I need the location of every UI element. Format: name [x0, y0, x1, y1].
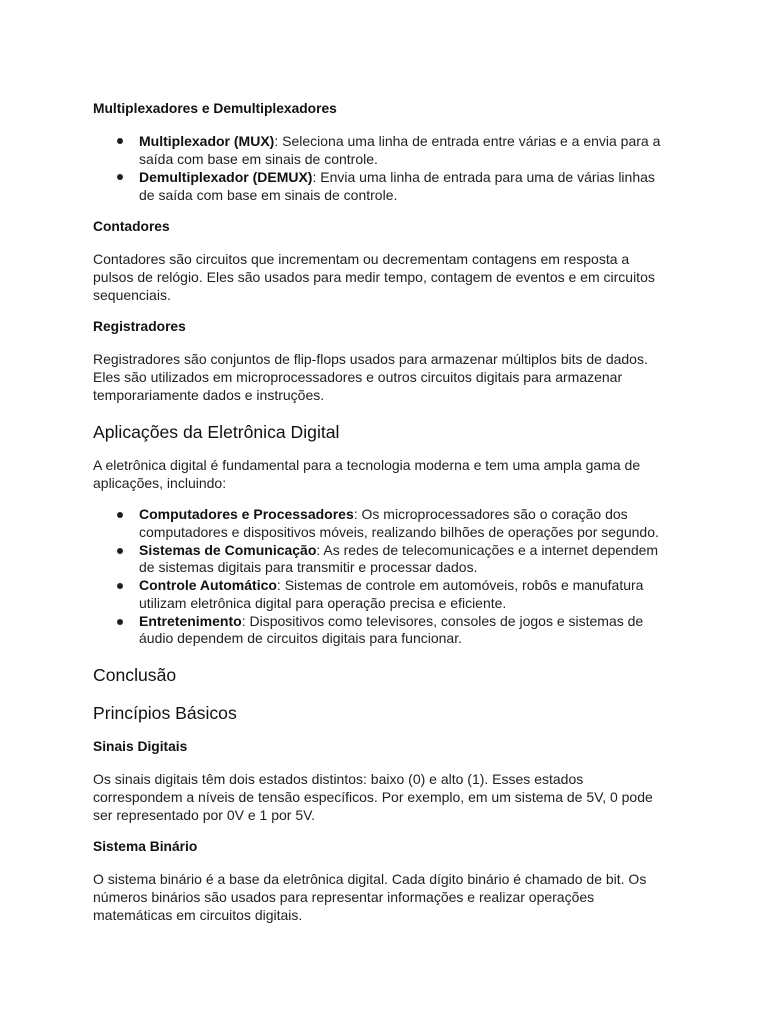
list-item-term: Sistemas de Comunicação — [139, 541, 317, 558]
bullet-icon — [117, 512, 123, 518]
paragraph-aplicacoes-intro: A eletrônica digital é fundamental para a tecnologia moderna e tem uma ampla gama de aplicações, incluindo: — [93, 457, 641, 491]
paragraph-registradores: Registradores são conjuntos de flip-flops usados para armazenar múltiplos bits de dados. Eles são utilizados em microprocessadores e outros circuitos digitais para armazenar temporariamente dados e instruções. — [93, 351, 648, 403]
list-item-term: Multiplexador (MUX) — [139, 133, 275, 149]
heading-conclusao: Conclusão — [93, 665, 177, 685]
bullet-icon — [117, 619, 123, 625]
list-item-text: : Envia uma linha de entrada para uma de várias linhas de saída com base em sinais de controle. — [139, 169, 655, 203]
document-body — [93, 100, 753, 924]
list-item-text: : As redes de telecomunicações e a internet dependem de sistemas digitais para transmitir e processar dados. — [139, 541, 659, 576]
bullet-list-aplicacoes — [93, 506, 753, 648]
heading-principios-basicos: Princípios Básicos — [93, 703, 237, 723]
list-item-text: : Os microprocessadores são o coração dos computadores e dispositivos móveis, realizando bilhões de operações por segundo. — [139, 506, 659, 540]
bullet-icon — [117, 138, 123, 144]
list-item — [139, 506, 753, 542]
list-item — [139, 613, 753, 649]
heading-contadores: Contadores — [93, 219, 170, 234]
heading-sistema-binario: Sistema Binário — [93, 839, 198, 854]
paragraph-sinais-digitais: Os sinais digitais têm dois estados distintos: baixo (0) e alto (1). Esses estados correspondem a níveis de tensão específicos. Por exemplo, em um sistema de 5V, 0 pode ser representado por 0V e 1 por 5V. — [93, 771, 653, 823]
bullet-list-multiplexadores — [93, 132, 753, 204]
list-item-term: Controle Automático — [139, 577, 277, 593]
list-item — [139, 132, 753, 168]
list-item-text: : Seleciona uma linha de entrada entre várias e a envia para a saída com base em sinais de controle. — [139, 133, 661, 167]
list-item — [139, 168, 753, 204]
paragraph-sistema-binario: O sistema binário é a base da eletrônica digital. Cada dígito binário é chamado de bit. Os números binários são usados para representar informações e realizar operações matemáticas em circuitos digitais. — [93, 871, 647, 923]
heading-sinais-digitais: Sinais Digitais — [93, 739, 188, 754]
heading-aplicacoes: Aplicações da Eletrônica Digital — [93, 422, 340, 442]
bullet-icon — [117, 174, 123, 180]
paragraph-contadores: Contadores são circuitos que incrementam ou decrementam contagens em resposta a pulsos de relógio. Eles são usados para medir tempo, contagem de eventos e em circuitos sequenciais. — [93, 251, 655, 303]
list-item — [139, 577, 753, 613]
bullet-icon — [117, 548, 123, 554]
list-item-term: Demultiplexador (DEMUX) — [139, 169, 313, 185]
list-item — [139, 542, 753, 578]
list-item-text: : Dispositivos como televisores, consoles de jogos e sistemas de áudio dependem de circuitos digitais para funcionar. — [139, 612, 644, 647]
list-item-text: : Sistemas de controle em automóveis, robôs e manufatura utilizam eletrônica digital para operação precisa e eficiente. — [139, 577, 644, 611]
list-item-term: Entretenimento — [139, 612, 242, 629]
heading-registradores: Registradores — [93, 319, 186, 334]
list-item-term: Computadores e Processadores — [139, 506, 354, 522]
bullet-icon — [117, 583, 123, 589]
heading-multiplexadores: Multiplexadores e Demultiplexadores — [93, 101, 337, 116]
